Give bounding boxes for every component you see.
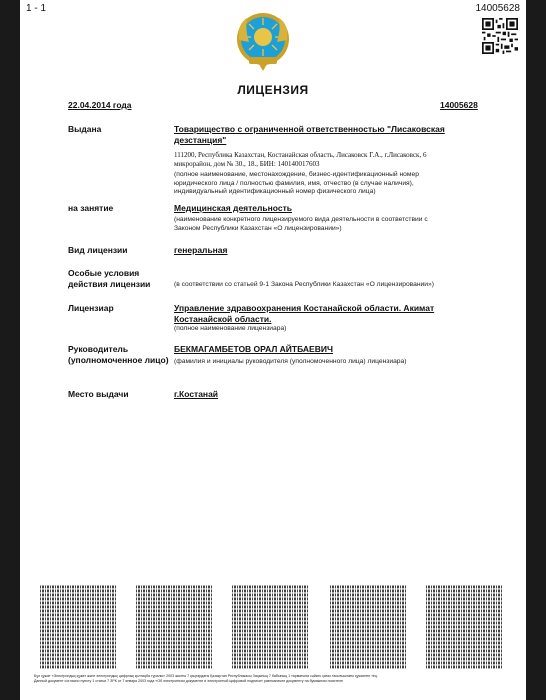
activity-value: Медицинская деятельность [174, 203, 292, 213]
licensor-label: Лицензиар [68, 303, 114, 313]
issued-address-line-1: 111200, Республика Казахстан, Костанайская область, Лисаковск Г.А., г.Лисаковск, 6 [174, 151, 427, 159]
issued-value-line-1: Товарищество с ограниченной ответственностью "Лисаковская [174, 124, 445, 134]
state-emblem-icon [235, 10, 291, 72]
head-label-line-1: Руководитель [68, 344, 129, 354]
special-conditions-note: (в соответствии со статьей 9-1 Закона Республики Казахстан «О лицензировании») [174, 281, 434, 288]
head-value: БЕКМАГАМБЕТОВ ОРАЛ АЙТБАЕВИЧ [174, 344, 333, 354]
barcode-block [40, 585, 116, 669]
issued-address-line-2: микрорайон, дом № 30., 18., БИН: 140140017603 [174, 160, 320, 168]
issue-date: 22.04.2014 года [68, 100, 132, 110]
barcode-block [330, 585, 406, 669]
document-number-corner: 14005628 [475, 3, 520, 14]
barcode-block [426, 585, 502, 669]
issued-note-line-1: (полное наименование, местонахождение, бизнес-идентификационный номер [174, 171, 419, 178]
qr-code-icon [482, 18, 518, 54]
issued-value-line-2: дезстанция" [174, 135, 227, 145]
issued-value [174, 124, 494, 146]
legal-footer-line-2: Данный документ согласно пункту 1 статьи 7 ЗРК от 7 января 2003 года «Об электронном документе и электронной цифровой подписи» равнозначен документу на бумажном носителе [34, 679, 343, 683]
issued-note [174, 171, 492, 197]
legal-footer-line-1: Бұл құжат «Электрондық құжат және электрондық цифрлық қолтаңба туралы» 2003 жылғы 7 қаңтардағы Қазақстан Республикасы Заңының 7 бабының 1 тармағына сәйкес қағаз тасығыштағы құжатпен тең. [34, 674, 378, 678]
license-type-value: генеральная [174, 245, 228, 255]
licensor-value-line-1: Управление здравоохранения Костанайской области. Акимат [174, 303, 435, 313]
activity-note [174, 216, 492, 233]
licensor-value-line-2: Костанайской области. [174, 314, 272, 324]
barcode-block [232, 585, 308, 669]
head-label [68, 344, 169, 366]
license-number: 14005628 [440, 100, 478, 110]
document-title: ЛИЦЕНЗИЯ [237, 83, 309, 97]
issued-label: Выдана [68, 124, 102, 134]
head-note: (фамилия и инициалы руководителя (уполномоченного лица) лицензиара) [174, 358, 407, 365]
licensor-note: (полное наименование лицензиара) [174, 325, 287, 332]
issued-note-line-2: юридического лица / полностью фамилия, имя, отчество (в случае наличия), [174, 179, 414, 187]
page-indicator: 1 - 1 [26, 3, 47, 14]
license-document [20, 0, 526, 700]
activity-label: на занятие [68, 203, 114, 213]
special-conditions-label-line-1: Особые условия [68, 268, 140, 278]
special-conditions-label-line-2: действия лицензии [68, 279, 151, 289]
barcode-block [136, 585, 212, 669]
legal-footer [34, 674, 514, 684]
special-conditions-label [68, 268, 150, 290]
licensor-value [174, 303, 494, 325]
place-label: Место выдачи [68, 389, 129, 399]
activity-note-line-2: Законом Республики Казахстан «О лицензировании») [174, 224, 342, 232]
place-value: г.Костанай [174, 389, 219, 399]
head-label-line-2: (уполномоченное лицо) [68, 355, 169, 365]
issued-note-line-3: индивидуальный идентификационный номер физического лица) [174, 188, 376, 195]
license-type-label: Вид лицензии [68, 245, 128, 255]
activity-note-line-1: (наименование конкретного лицензируемого вида деятельности в соответствии с [174, 216, 428, 223]
issued-address [174, 151, 474, 169]
